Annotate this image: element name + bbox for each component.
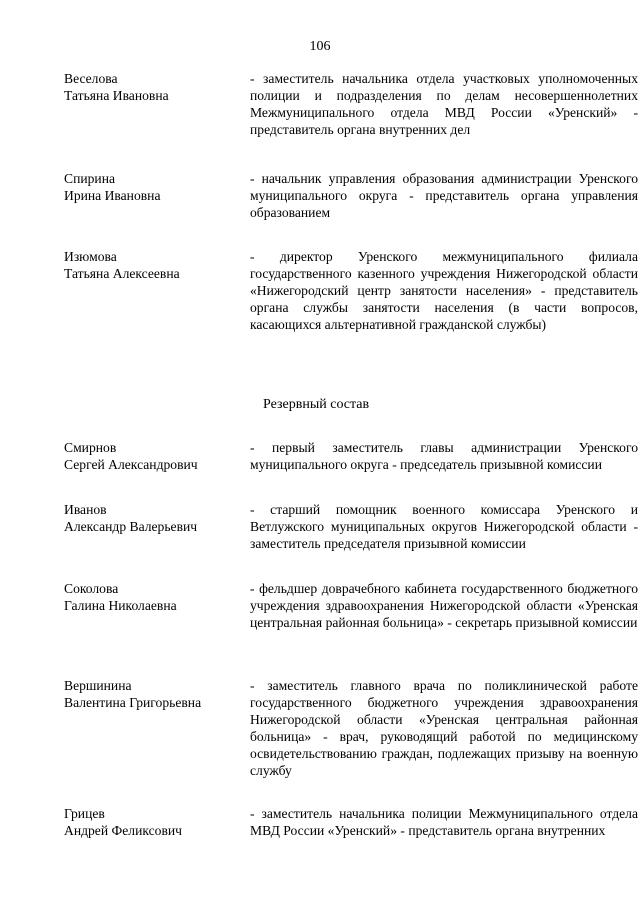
member-surname: Смирнов — [64, 440, 117, 455]
member-given-names: Сергей Александрович — [64, 457, 198, 472]
member-name — [64, 170, 239, 204]
member-name — [64, 501, 239, 535]
member-surname: Соколова — [64, 581, 119, 596]
member-surname: Спирина — [64, 171, 115, 186]
member-given-names: Андрей Феликсович — [64, 823, 182, 838]
member-role: - фельдшер доврачебного кабинета государственного бюджетного учреждения здравоохранения Нижегородской области «Уренская центральная районная больница» - секретарь призывной комиссии — [250, 581, 638, 630]
member-role: - заместитель главного врача по поликлинической работе государственного бюджетного учреждения здравоохранения Нижегородской области «Уренская центральная районная больница» - врач, руководящий работой по медицинскому освидетельствованию граждан, подлежащих призыву на военную службу — [250, 678, 638, 778]
member-given-names: Валентина Григорьевна — [64, 695, 202, 710]
page-number: 106 — [309, 39, 331, 54]
member-surname: Вершинина — [64, 678, 132, 693]
member-surname: Грицев — [64, 806, 105, 821]
member-given-names: Татьяна Ивановна — [64, 88, 169, 103]
member-given-names: Татьяна Алексеевна — [64, 266, 180, 281]
member-role: - заместитель начальника полиции Межмуниципального отдела МВД России «Уренский» - представитель органа внутренних — [250, 806, 638, 838]
member-role: - заместитель начальника отдела участковых уполномоченных полиции и подразделения по делам несовершеннолетних Межмуниципального отдела МВД России «Уренский» - представитель органа внутренних дел — [250, 71, 638, 137]
member-role: - старший помощник военного комиссара Уренского и Ветлужского муниципальных округов Нижегородской области - заместитель председателя призывной комиссии — [250, 502, 638, 551]
member-given-names: Александр Валерьевич — [64, 519, 198, 534]
member-surname: Изюмова — [64, 249, 117, 264]
member-given-names: Галина Николаевна — [64, 598, 177, 613]
member-role: - директор Уренского межмуниципального филиала государственного казенного учреждения Нижегородской области «Нижегородский центр занятости населения» - представитель органа службы занятости населения (в части вопросов, касающихся альтернативной гражданской службы) — [250, 249, 638, 332]
member-surname: Веселова — [64, 71, 118, 86]
member-given-names: Ирина Ивановна — [64, 188, 161, 203]
member-name — [64, 805, 239, 839]
member-name — [64, 677, 239, 711]
reserve-section-title: Резервный состав — [263, 397, 370, 412]
member-surname: Иванов — [64, 502, 107, 517]
member-name — [64, 248, 239, 282]
member-name — [64, 580, 239, 614]
member-role: - первый заместитель главы администрации Уренского муниципального округа - председатель призывной комиссии — [250, 440, 638, 472]
member-name — [64, 439, 239, 473]
member-name — [64, 70, 239, 104]
member-role: - начальник управления образования администрации Уренского муниципального округа - представитель органа управления образованием — [250, 171, 638, 220]
